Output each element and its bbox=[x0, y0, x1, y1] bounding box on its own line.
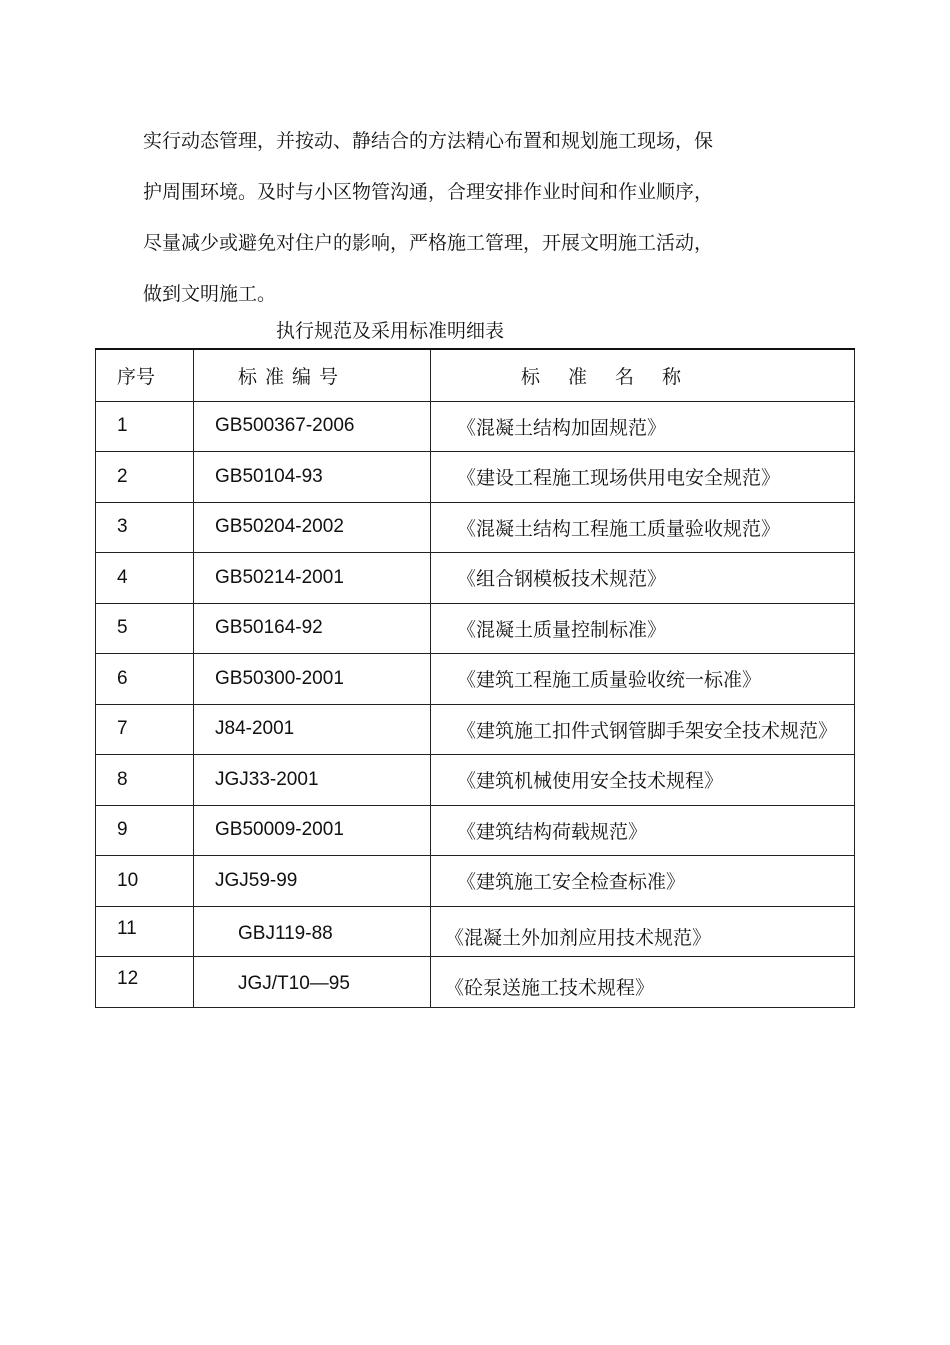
table-header-row bbox=[96, 349, 855, 401]
row-standard-name: 《建筑机械使用安全技术规程》 bbox=[431, 755, 855, 806]
row-standard-name: 《混凝土结构加固规范》 bbox=[431, 401, 855, 452]
row-standard-name: 《建筑工程施工质量验收统一标准》 bbox=[431, 654, 855, 705]
paragraph-line-2: 护周围环境。及时与小区物管沟通，合理安排作业时间和作业顺序， bbox=[143, 181, 714, 203]
row-number: 6 bbox=[96, 654, 194, 705]
row-standard-code: GB50214-2001 bbox=[194, 553, 431, 604]
table-row bbox=[96, 452, 855, 503]
row-number: 12 bbox=[96, 957, 194, 1008]
row-standard-code: J84-2001 bbox=[194, 704, 431, 755]
table-row bbox=[96, 401, 855, 452]
row-number: 8 bbox=[96, 755, 194, 806]
row-standard-code: GB50009-2001 bbox=[194, 805, 431, 856]
table-row bbox=[96, 654, 855, 705]
row-standard-name: 《混凝土外加剂应用技术规范》 bbox=[431, 906, 855, 957]
row-standard-name: 《建筑结构荷载规范》 bbox=[431, 805, 855, 856]
paragraph-line-4: 做到文明施工。 bbox=[143, 283, 277, 305]
row-standard-code: GB50300-2001 bbox=[194, 654, 431, 705]
table-row bbox=[96, 906, 855, 957]
standards-table bbox=[95, 348, 855, 1008]
row-standard-code: GB50204-2002 bbox=[194, 502, 431, 553]
row-number: 10 bbox=[96, 856, 194, 907]
table-title: 执行规范及采用标准明细表 bbox=[276, 320, 505, 342]
table-row bbox=[96, 805, 855, 856]
row-standard-code: GB50164-92 bbox=[194, 603, 431, 654]
row-number: 7 bbox=[96, 704, 194, 755]
row-standard-code: GBJ119-88 bbox=[194, 906, 431, 957]
table-row bbox=[96, 704, 855, 755]
row-standard-code: JGJ/T10—95 bbox=[194, 957, 431, 1008]
body-paragraph bbox=[143, 118, 803, 322]
row-standard-name: 《混凝土结构工程施工质量验收规范》 bbox=[431, 502, 855, 553]
row-number: 11 bbox=[96, 906, 194, 957]
table-row bbox=[96, 755, 855, 806]
paragraph-line-1: 实行动态管理，并按动、静结合的方法精心布置和规划施工现场，保 bbox=[143, 130, 714, 152]
table-row bbox=[96, 603, 855, 654]
row-number: 2 bbox=[96, 452, 194, 503]
row-standard-name: 《建筑施工安全检查标准》 bbox=[431, 856, 855, 907]
row-number: 1 bbox=[96, 401, 194, 452]
row-standard-code: JGJ59-99 bbox=[194, 856, 431, 907]
row-number: 3 bbox=[96, 502, 194, 553]
paragraph-line-3: 尽量减少或避免对住户的影响，严格施工管理，开展文明施工活动， bbox=[143, 232, 714, 254]
row-standard-name: 《建筑施工扣件式钢管脚手架安全技术规范》 bbox=[431, 704, 855, 755]
header-standard-name: 标准名称 bbox=[431, 349, 855, 401]
table-row bbox=[96, 502, 855, 553]
row-standard-name: 《砼泵送施工技术规程》 bbox=[431, 957, 855, 1008]
row-standard-code: JGJ33-2001 bbox=[194, 755, 431, 806]
row-standard-name: 《建设工程施工现场供用电安全规范》 bbox=[431, 452, 855, 503]
table-row bbox=[96, 553, 855, 604]
row-number: 9 bbox=[96, 805, 194, 856]
header-standard-code: 标准编号 bbox=[194, 349, 431, 401]
row-standard-name: 《组合钢模板技术规范》 bbox=[431, 553, 855, 604]
row-standard-code: GB50104-93 bbox=[194, 452, 431, 503]
row-number: 4 bbox=[96, 553, 194, 604]
row-number: 5 bbox=[96, 603, 194, 654]
row-standard-code: GB500367-2006 bbox=[194, 401, 431, 452]
table-row bbox=[96, 856, 855, 907]
table-row bbox=[96, 957, 855, 1008]
header-serial-number: 序号 bbox=[96, 349, 194, 401]
row-standard-name: 《混凝土质量控制标准》 bbox=[431, 603, 855, 654]
